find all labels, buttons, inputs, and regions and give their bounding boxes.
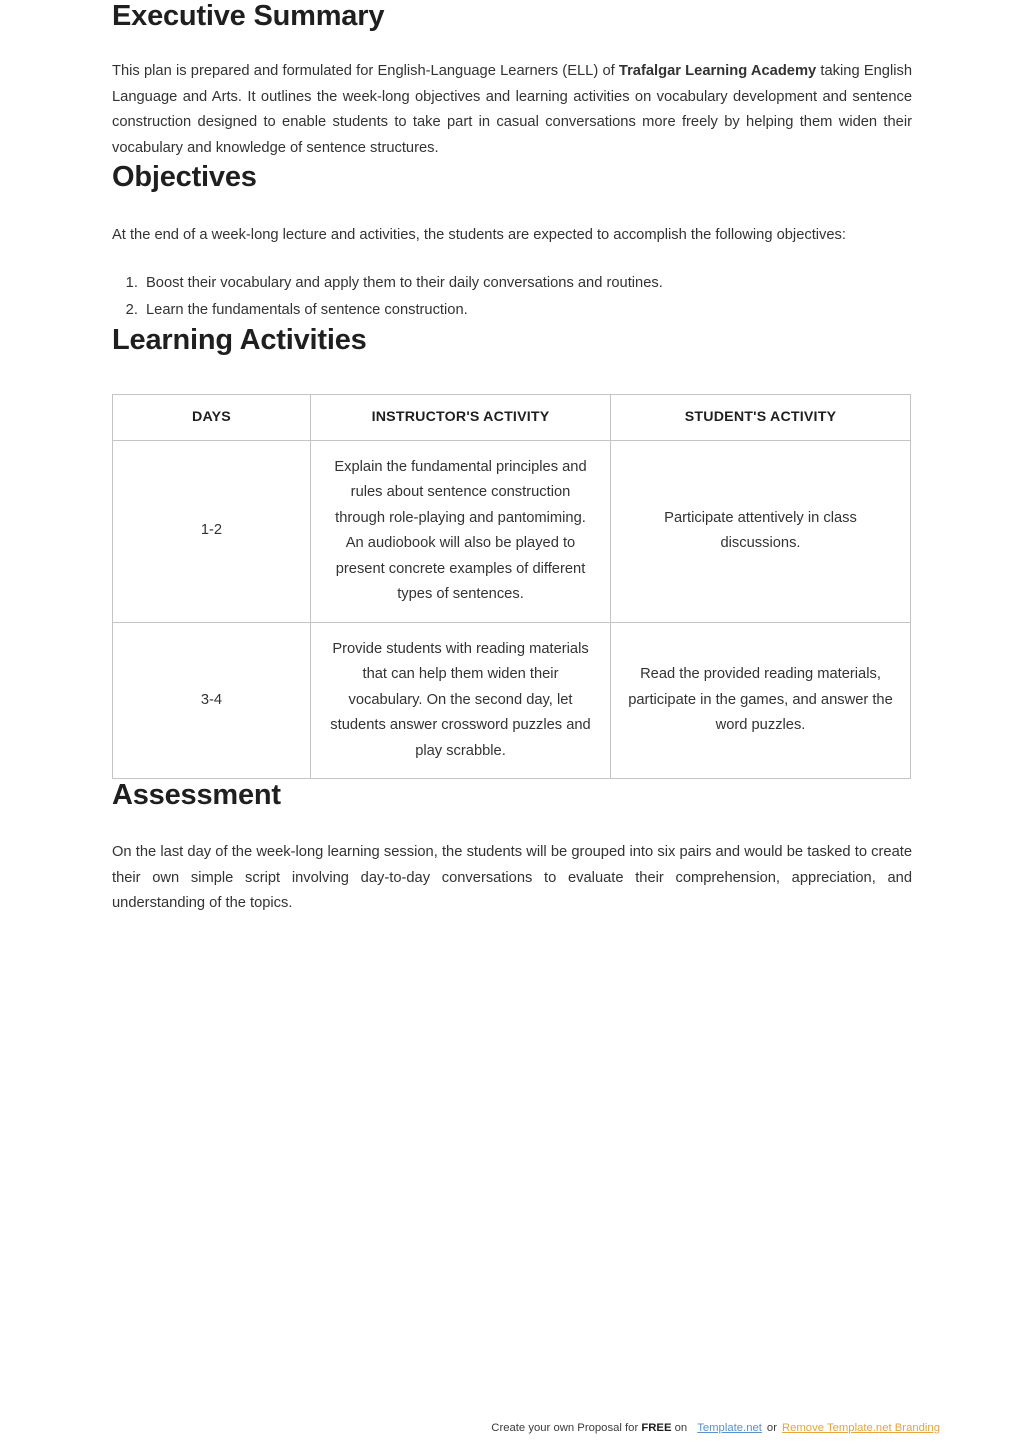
learning-activities-table (112, 394, 911, 780)
table-row (113, 440, 911, 622)
cell-days: 1-2 (113, 440, 311, 622)
column-header-instructor-activity: INSTRUCTOR'S ACTIVITY (311, 394, 611, 440)
executive-summary-text-after-bold: taking English Language and Arts. It outlines the week-long objectives and learning activities on vocabulary development and sentence construction designed to enable students to take part in casual conversations more freely by helping them widen their vocabulary and knowledge of sentence structures. (112, 63, 913, 156)
list-item: 2. Learn the fundamentals of sentence construction. (142, 297, 912, 324)
objectives-intro-text: At the end of a week-long lecture and activities, the students are expected to accomplish the following objectives: (112, 226, 846, 243)
footer-separator: or (766, 1422, 777, 1434)
cell-student-activity: Read the provided reading materials, participate in the games, and answer the word puzzles. (611, 622, 911, 779)
cell-student-activity: Participate attentively in class discussions. (611, 440, 911, 622)
document-content (112, 0, 912, 917)
assessment-paragraph: On the last day of the week-long learning session, the students will be grouped into six pairs and would be tasked to create their own simple script involving day-to-day conversations to evaluate their comprehension, appreciation, and understanding of the topics. (112, 844, 912, 912)
footer-free-label: FREE (641, 1422, 672, 1434)
list-item: 1. Boost their vocabulary and apply them to their daily conversations and routines. (142, 270, 912, 297)
footer-suffix-text: on (671, 1422, 688, 1434)
executive-summary-text-before-bold: This plan is prepared and formulated for English-Language Learners (ELL) of (112, 63, 619, 80)
cell-days: 3-4 (113, 622, 311, 779)
page-footer (0, 1420, 1024, 1436)
academy-name-bold: Trafalgar Learning Academy (618, 63, 817, 80)
objectives-heading: Objectives (112, 161, 257, 194)
table-header-row (113, 394, 911, 440)
objectives-list (112, 270, 912, 324)
cell-instructor-activity: Provide students with reading materials that can help them widen their vocabulary. On the second day, let students answer crossword puzzles and play scrabble. (311, 622, 611, 779)
remove-branding-link[interactable]: Remove Template.net Branding (781, 1422, 940, 1434)
cell-instructor-activity: Explain the fundamental principles and rules about sentence construction through role-playing and pantomiming. An audiobook will also be played to present concrete examples of different types of sentences. (311, 440, 611, 622)
template-net-link[interactable]: Template.net (697, 1422, 762, 1434)
footer-prefix-text: Create your own Proposal for (491, 1422, 642, 1434)
learning-activities-heading: Learning Activities (112, 324, 367, 357)
executive-summary-heading: Executive Summary (112, 0, 385, 32)
table-row (113, 622, 911, 779)
executive-summary-paragraph (112, 59, 912, 161)
assessment-heading: Assessment (112, 779, 281, 812)
column-header-student-activity: STUDENT'S ACTIVITY (611, 394, 911, 440)
column-header-days: DAYS (113, 394, 311, 440)
